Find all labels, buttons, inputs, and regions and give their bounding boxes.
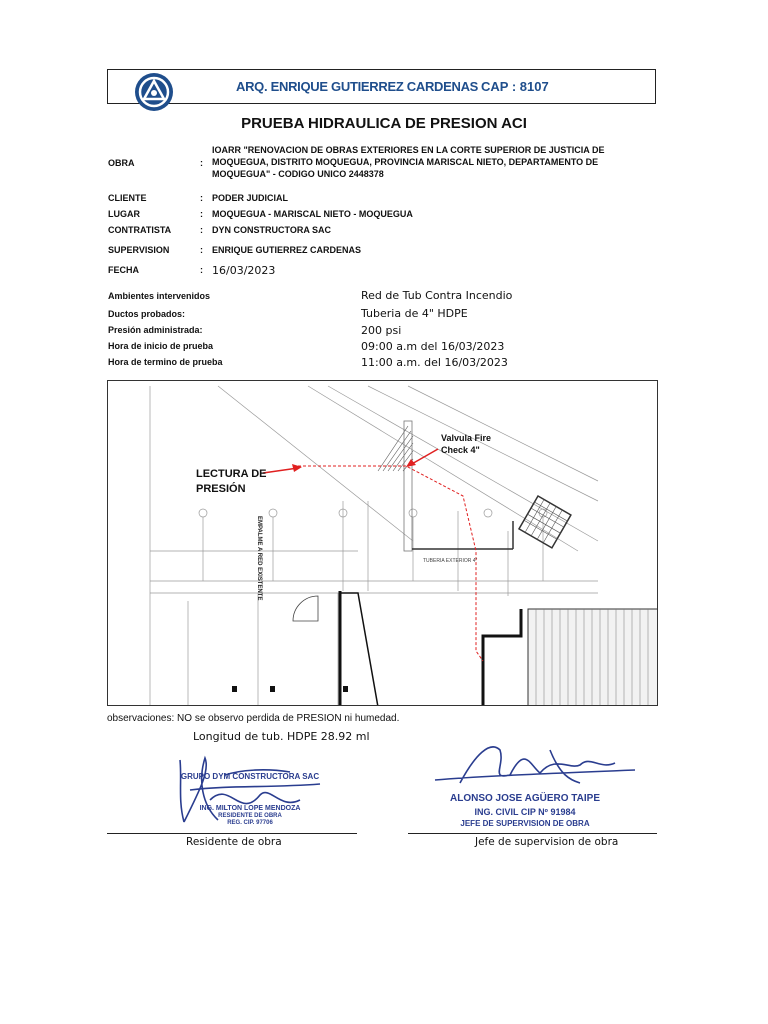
observations: observaciones: NO se observo perdida de PRESION ni humedad. [107, 713, 400, 724]
stamp-right-cip: ING. CIVIL CIP Nº 91984 [474, 807, 576, 817]
field-colon: : [200, 245, 203, 255]
plan-drawing [107, 380, 658, 706]
detail-value-presion: 200 psi [361, 324, 402, 337]
field-colon: : [200, 193, 203, 203]
signature-caption-right: Jefe de supervision de obra [475, 836, 619, 848]
field-label-fecha: FECHA [108, 265, 139, 275]
stamp-left-role: RESIDENTE DE OBRA [218, 813, 282, 819]
detail-value-termino: 11:00 a.m. del 16/03/2023 [361, 356, 508, 369]
field-label-supervision: SUPERVISION [108, 245, 170, 255]
detail-label-inicio: Hora de inicio de prueba [108, 341, 214, 351]
architect-name: ARQ. ENRIQUE GUTIERREZ CARDENAS [236, 79, 479, 94]
detail-label-presion: Presión administrada: [108, 325, 203, 335]
stamp-right-name: ALONSO JOSE AGÜERO TAIPE [449, 793, 601, 804]
annotation-valve-line2: Check 4" [441, 445, 480, 455]
signature-line-right [408, 833, 657, 834]
annotation-lectura: LECTURA DE PRESIÓN [196, 468, 267, 495]
field-colon: : [200, 158, 203, 168]
detail-label-termino: Hora de termino de prueba [108, 357, 223, 367]
detail-label-ductos: Ductos probados: [108, 309, 186, 319]
plan-svg [108, 381, 658, 706]
stamp-right-role: JEFE DE SUPERVISION DE OBRA [460, 819, 590, 828]
detail-value-ductos: Tuberia de 4" HDPE [361, 307, 468, 320]
page-title: PRUEBA HIDRAULICA DE PRESION ACI [241, 115, 527, 132]
annotation-valve-line1: Valvula Fire [441, 433, 492, 443]
field-value-supervision: ENRIQUE GUTIERREZ CARDENAS [212, 245, 362, 255]
field-label-contratista: CONTRATISTA [108, 225, 172, 235]
company-logo [134, 72, 174, 112]
field-value-fecha: 16/03/2023 [212, 264, 276, 277]
stamp-left-company: GRUPO DYM CONSTRUCTORA SAC [180, 772, 320, 781]
detail-value-inicio: 09:00 a.m del 16/03/2023 [361, 340, 505, 353]
field-value-contratista: DYN CONSTRUCTORA SAC [212, 225, 332, 235]
field-colon: : [200, 209, 203, 219]
label-tuberia: TUBERIA EXTERIOR 4" [423, 558, 478, 564]
cap-number: CAP : 8107 [481, 79, 549, 94]
signature-line-left [107, 833, 357, 834]
detail-label-ambientes: Ambientes intervenidos [108, 291, 211, 301]
field-colon: : [200, 265, 203, 275]
field-value-obra: IOARR "RENOVACION DE OBRAS EXTERIORES EN LA CORTE SUPERIOR DE JUSTICIA DE MOQUEGUA, DISTRITO MOQUEGUA, PROVINCIA MARISCAL NIETO, DEPARTAMENTO DE MOQUEGUA" - CODIGO UNICO 2448378 [212, 145, 605, 179]
field-colon: : [200, 225, 203, 235]
signature-right-handwriting [430, 735, 640, 795]
signature-caption-left: Residente de obra [186, 836, 282, 848]
field-label-lugar: LUGAR [108, 209, 140, 219]
field-value-lugar: MOQUEGUA - MARISCAL NIETO - MOQUEGUA [212, 209, 413, 219]
field-value-cliente: PODER JUDICIAL [212, 193, 289, 203]
label-empalme: EMPALME A RED EXISTENTE [256, 516, 262, 601]
length-note: Longitud de tub. HDPE 28.92 ml [193, 730, 370, 743]
detail-value-ambientes: Red de Tub Contra Incendio [361, 289, 513, 302]
field-label-obra: OBRA [108, 158, 135, 168]
stamp-left-name: ING. MILTON LOPE MENDOZA [199, 805, 301, 812]
field-label-cliente: CLIENTE [108, 193, 147, 203]
stamp-left-reg: REG. CIP. 97706 [227, 820, 273, 826]
